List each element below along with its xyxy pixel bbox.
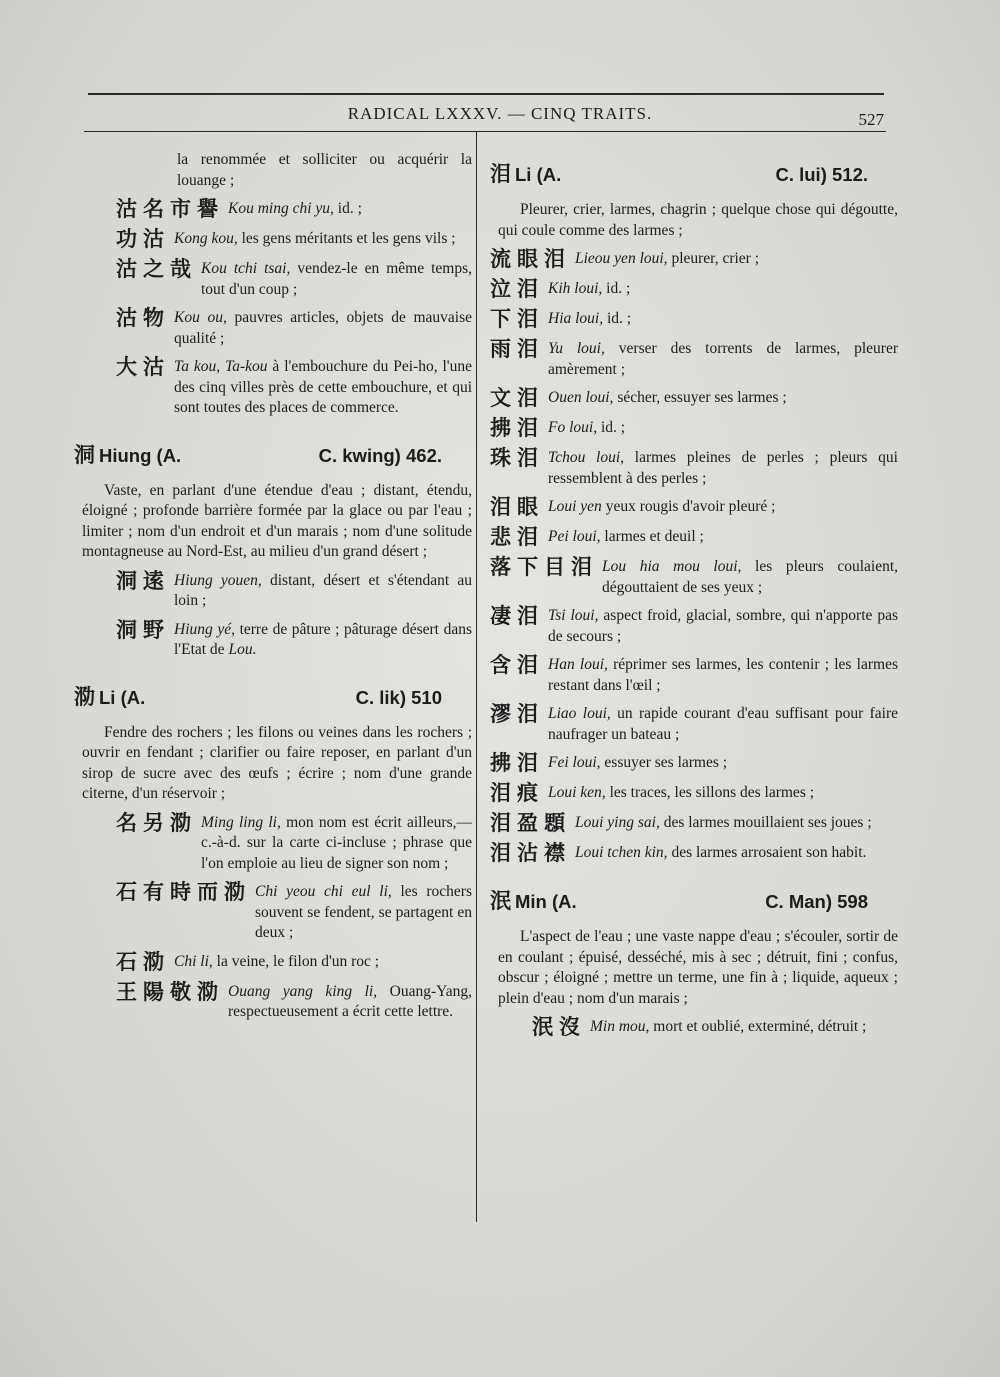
entry-romanization: Kong kou,: [174, 230, 238, 247]
entry-romanization: Pei loui,: [548, 528, 601, 545]
header-rule-top: [88, 93, 884, 95]
column-divider: [476, 132, 477, 1222]
dictionary-entry: [74, 257, 472, 300]
dictionary-entry: [74, 306, 472, 349]
definition-text: Vaste, en parlant d'une étendue d'eau ; distant, étendu, éloigné ; profonde barrière formée par la glace ou par l'eau ; limiter ; nom d'un endroit et d'un marais ; nom d'une solitude montagneuse au Nord-Est, au milieu d'un grand désert ;: [82, 481, 472, 560]
entry-definition: [548, 448, 898, 489]
dictionary-entry: [490, 277, 898, 301]
right-column: [490, 150, 898, 1045]
dictionary-entry: [490, 751, 898, 775]
entry-characters: 悲泪: [490, 525, 544, 549]
entry-list-min: [490, 1015, 898, 1039]
entry-definition: [201, 259, 472, 300]
entry-definition: [548, 418, 898, 439]
dictionary-entry: [490, 416, 898, 440]
entry-characters: 沽物: [116, 306, 170, 330]
entry-characters: 文泪: [490, 386, 544, 410]
entry-gloss: id. ;: [603, 310, 632, 327]
entry-definition: [201, 813, 472, 875]
entry-gloss: mon nom est écrit ailleurs,— c.-à-d. sur la carte ci-incluse ; phrase que l'on emploie au lieu de signer son nom ;: [201, 813, 472, 872]
entry-gloss: terre de pâture ; pâturage désert dans l'Etat de: [174, 620, 472, 658]
entry-romanization: Lieou yen loui,: [575, 250, 668, 267]
dictionary-entry: [74, 569, 472, 612]
entry-definition: [548, 753, 898, 774]
entry-romanization: Chi li,: [174, 952, 213, 970]
entry-characters: 名另泐: [116, 810, 197, 835]
headword-character: 泯: [490, 889, 511, 913]
entry-romanization: Chi yeou chi eul li,: [255, 883, 392, 900]
entry-gloss: les pleurs coulaient, dégouttaient de ses yeux ;: [602, 558, 899, 596]
entry-romanization: Liao loui,: [548, 705, 611, 722]
entry-definition: [174, 229, 472, 250]
headword-cantonese: C. lik) 510: [355, 686, 442, 708]
dictionary-entry: [490, 525, 898, 549]
dictionary-entry: [74, 811, 472, 875]
entry-gloss: des larmes arrosaient son habit.: [667, 844, 867, 861]
entry-gloss: les traces, les sillons des larmes ;: [605, 784, 815, 801]
entry-definition: [548, 309, 898, 330]
entry-gloss: Ouang-Yang, respectueusement a écrit cette lettre.: [228, 982, 473, 1020]
entry-romanization: Kou ming chi yu,: [228, 200, 334, 217]
entry-gloss: mort et oublié, exterminé, détruit ;: [649, 1018, 867, 1035]
entry-characters: 落下目泪: [490, 555, 598, 579]
dictionary-entry: [490, 604, 898, 647]
continuation-text: la renommée et solliciter ou acquérir la louange ;: [177, 151, 472, 189]
entry-gloss: les gens méritants et les gens vils ;: [237, 230, 456, 247]
entry-characters: 泪盈顋: [490, 811, 571, 835]
entry-gloss: à l'embouchure du Pei-ho, l'une des cinq villes près de cette embouchure, et qui sont toutes des places de commerce.: [174, 358, 472, 416]
entry-characters: 珠泪: [490, 446, 544, 470]
entry-definition: [228, 982, 472, 1023]
entry-romanization: Kou tchi tsai,: [201, 260, 291, 277]
entry-characters: 漻泪: [490, 702, 544, 726]
entry-definition: [548, 339, 898, 380]
entry-characters: 泪痕: [490, 781, 544, 805]
dictionary-entry: [74, 950, 472, 974]
entry-characters: 下泪: [490, 307, 544, 331]
headword-cantonese: C. lui) 512.: [775, 164, 868, 185]
entry-gloss: larmes et deuil ;: [600, 528, 704, 545]
entry-gloss: un rapide courant d'eau suffisant pour faire naufrager un bateau ;: [548, 705, 898, 743]
dictionary-entry: [490, 247, 898, 271]
entry-romanization: Loui ken,: [548, 784, 606, 801]
dictionary-entry: [490, 841, 898, 865]
entry-characters: 大沽: [116, 355, 170, 379]
dictionary-entry: [490, 702, 898, 745]
entry-characters: 含泪: [490, 653, 544, 677]
entry-romanization: Min mou,: [590, 1018, 650, 1035]
entry-romanization: Lou hia mou loui,: [602, 558, 742, 575]
definition-text: L'aspect de l'eau ; une vaste nappe d'eau ; s'écouler, sortir de en coulant ; épuisé, desséché, mis à sec ; détruit, fini ; confus, obscur ; éloigné ; mettre un terme, une fin à ; liquide, aqueux ; plein d'eau ; nom d'un marais ;: [498, 928, 898, 1007]
headword-label: Li (A.: [515, 164, 562, 185]
dictionary-entry: [74, 355, 472, 419]
entry-definition: [575, 249, 898, 270]
entry-gloss: pleurer, crier ;: [667, 250, 760, 267]
entry-characters: 凄泪: [490, 604, 544, 628]
entry-romanization: Hiung youen,: [174, 571, 262, 589]
headword-hiung: [74, 439, 472, 469]
dictionary-entry: [490, 811, 898, 835]
entry-list-hiung: [74, 569, 472, 661]
entry-romanization: Yu loui,: [548, 340, 605, 357]
entry-definition: [548, 783, 898, 804]
entry-definition: [548, 279, 898, 300]
entry-characters: 泯沒: [532, 1015, 586, 1039]
headword-label: Hiung (A.: [99, 444, 182, 466]
entry-characters: 流眼泪: [490, 247, 571, 271]
entry-gloss: essuyer ses larmes ;: [600, 754, 728, 771]
entry-gloss: distant, désert et s'étendant au loin ;: [174, 571, 473, 609]
entry-gloss: id. ;: [602, 280, 631, 297]
headword-label: Li (A.: [99, 686, 146, 708]
entry-definition: [548, 655, 898, 696]
entry-list-li-lik: [74, 811, 472, 1023]
entry-gloss: sécher, essuyer ses larmes ;: [613, 389, 787, 406]
entry-romanization: Han loui,: [548, 656, 608, 673]
entry-characters: 王陽敬泐: [116, 979, 224, 1004]
entry-romanization: Tsi loui,: [548, 607, 599, 624]
entry-definition: [548, 527, 898, 548]
entry-gloss: des larmes mouillaient ses joues ;: [659, 814, 872, 831]
left-column: [74, 150, 472, 1029]
entry-definition: [575, 843, 898, 864]
entry-romanization: Loui tchen kin,: [575, 844, 668, 861]
entry-romanization: Tchou loui,: [548, 449, 625, 466]
entry-definition: [174, 308, 472, 349]
dictionary-entry: [74, 980, 472, 1023]
entry-gloss: verser des torrents de larmes, pleurer amèrement ;: [548, 340, 899, 378]
entry-romanization: Loui yen: [548, 498, 602, 515]
entry-romanization: Fei loui,: [548, 754, 601, 771]
header-rule-bottom: [84, 131, 886, 132]
entry-definition: [174, 571, 472, 612]
entry-romanization: Ouang yang king li,: [228, 982, 378, 1000]
entry-list-kou: [74, 197, 472, 419]
dictionary-entry: [490, 653, 898, 696]
entry-gloss: vendez-le en même temps, tout d'un coup ;: [201, 260, 472, 298]
entry-characters: 功沽: [116, 227, 170, 251]
entry-gloss: id. ;: [597, 419, 626, 436]
dictionary-entry: [490, 495, 898, 519]
entry-list-li-lui: [490, 247, 898, 865]
dictionary-entry: [74, 618, 472, 661]
entry-gloss: aspect froid, glacial, sombre, qui n'apporte pas de secours ;: [548, 607, 898, 645]
entry-definition: [255, 882, 472, 944]
headword-cantonese: C. kwing) 462.: [318, 444, 442, 466]
entry-definition: [548, 497, 898, 518]
entry-gloss: la veine, le filon d'un roc ;: [212, 952, 380, 970]
entry-characters: 泣泪: [490, 277, 544, 301]
dictionary-entry: [74, 197, 472, 221]
entry-romanization: Ouen loui,: [548, 389, 614, 406]
dictionary-entry: [490, 555, 898, 598]
entry-definition: [174, 952, 472, 973]
headword-min: [490, 885, 898, 915]
entry-definition: [548, 606, 898, 647]
entry-gloss: id. ;: [333, 200, 362, 217]
entry-characters: 拂泪: [490, 416, 544, 440]
headword-label: Min (A.: [515, 891, 577, 912]
entry-romanization: Kih loui,: [548, 280, 603, 297]
definition-text: Fendre des rochers ; les filons ou veines dans les rochers ; ouvrir en fendant ; clarifier ou faire reposer, en parlant d'un sirop de sucre avec des œufs ; écrire ; nom d'une grande citerne, d'un réservoir ;: [82, 723, 472, 802]
entry-gloss: larmes pleines de perles ; pleurs qui ressemblent à des perles ;: [548, 449, 898, 487]
headword-li-lui: [490, 158, 898, 188]
entry-characters: 泪沾襟: [490, 841, 571, 865]
entry-romanization: Ta kou, Ta-kou: [174, 358, 268, 375]
entry-romanization: Hiung yé,: [174, 620, 235, 638]
entry-characters: 拂泪: [490, 751, 544, 775]
entry-definition: [548, 388, 898, 409]
dictionary-entry: [74, 880, 472, 944]
definition-text: Pleurer, crier, larmes, chagrin ; quelque chose qui dégoutte, qui coule comme des larmes ;: [498, 201, 898, 239]
entry-definition: [174, 620, 472, 661]
entry-characters: 沽名市譽: [116, 197, 224, 221]
entry-gloss: pauvres articles, objets de mauvaise qualité ;: [174, 309, 472, 347]
entry-definition: [590, 1017, 898, 1038]
dictionary-entry: [490, 1015, 898, 1039]
entry-characters: 石泐: [116, 949, 170, 974]
headword-character: 洞: [74, 442, 95, 467]
entry-romanization: Loui ying sai,: [575, 814, 660, 831]
entry-gloss: réprimer ses larmes, les contenir ; les larmes restant dans l'œil ;: [548, 656, 898, 694]
headword-li-lik: [74, 681, 472, 711]
entry-definition: [575, 813, 898, 834]
dictionary-entry: [490, 781, 898, 805]
entry-romanization: Fo loui,: [548, 419, 598, 436]
entry-characters: 石有時而泐: [116, 880, 251, 904]
entry-gloss: yeux rougis d'avoir pleuré ;: [601, 498, 776, 515]
headword-character: 泐: [74, 684, 95, 709]
entry-characters: 洞逺: [116, 568, 170, 593]
dictionary-entry: [490, 337, 898, 380]
dictionary-entry: [74, 227, 472, 251]
running-header: RADICAL LXXXV. — CINQ TRAITS.: [347, 104, 653, 123]
dictionary-entry: [490, 386, 898, 410]
entry-romanization: Ming ling li,: [201, 813, 281, 831]
entry-gloss: les rochers souvent se fendent, se partagent en deux ;: [255, 883, 472, 941]
entry-characters: 沽之哉: [116, 257, 197, 281]
entry-characters: 雨泪: [490, 337, 544, 361]
page-number: 527: [858, 110, 884, 129]
entry-characters: 洞野: [116, 617, 170, 642]
entry-definition: [228, 199, 472, 220]
entry-romanization: Kou ou,: [174, 309, 227, 326]
entry-definition: [174, 357, 472, 419]
dictionary-entry: [490, 307, 898, 331]
dictionary-entry: [490, 446, 898, 489]
headword-cantonese: C. Man) 598: [765, 891, 868, 912]
entry-romanization-place: Lou.: [228, 641, 257, 658]
entry-definition: [548, 704, 898, 745]
entry-characters: 泪眼: [490, 495, 544, 519]
headword-character: 泪: [490, 162, 511, 186]
entry-definition: [602, 557, 898, 598]
entry-romanization: Hia loui,: [548, 310, 604, 327]
